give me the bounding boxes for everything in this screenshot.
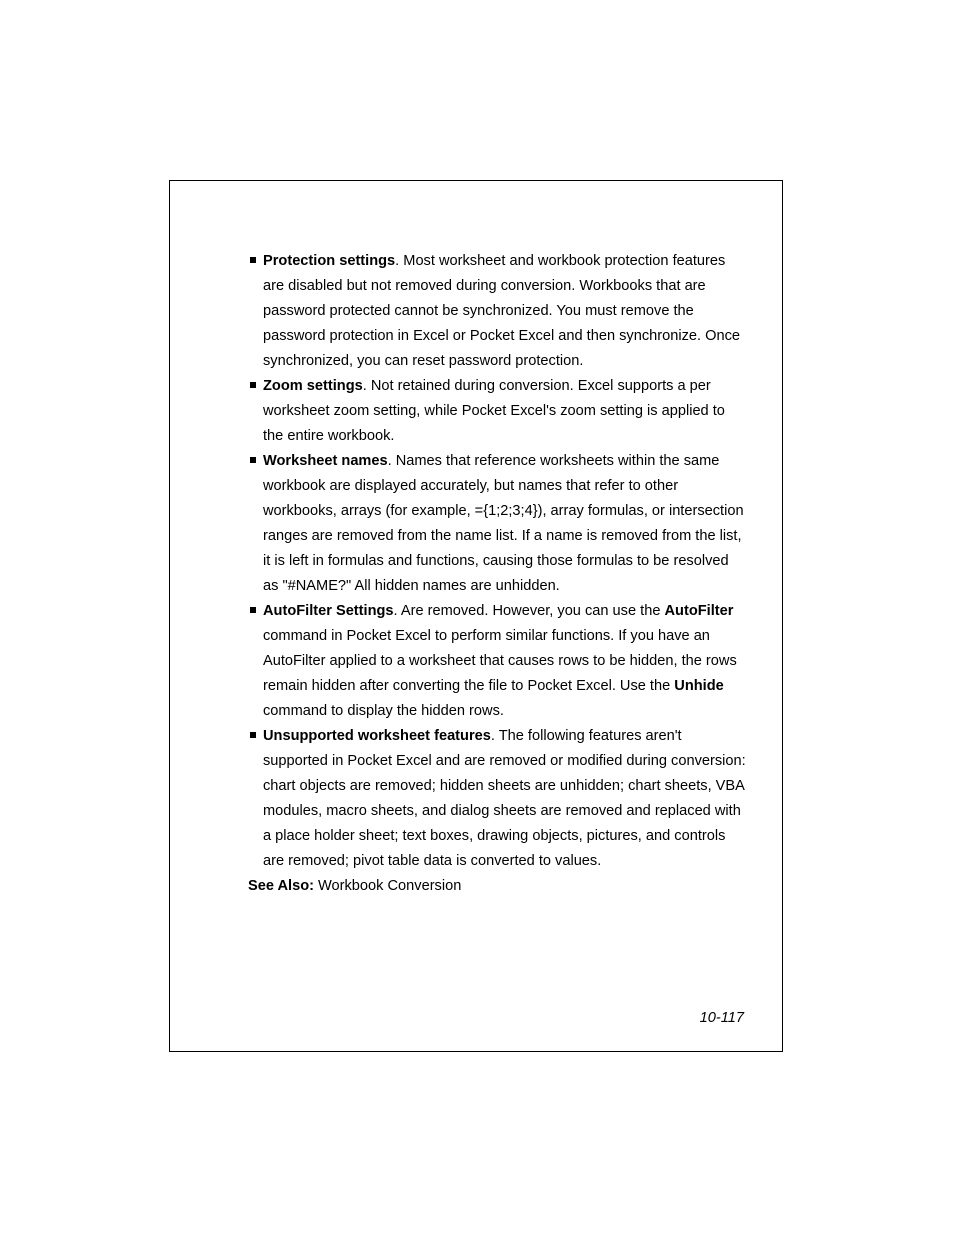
term-protection-settings: Protection settings: [263, 253, 396, 269]
description-zoom-settings: . Not retained during conversion. Excel supports a per worksheet zoom setting, while Pocket Excel's zoom setting is applied to the entire workbook.: [263, 378, 725, 444]
term-unsupported-features: Unsupported worksheet features: [263, 728, 491, 744]
list-item-unsupported-features: [248, 724, 748, 874]
command-autofilter: AutoFilter: [664, 603, 734, 619]
square-bullet-icon: [250, 607, 256, 613]
square-bullet-icon: [250, 382, 256, 388]
description-unsupported-features: . The following features aren't supported in Pocket Excel and are removed or modified during conversion: chart objects are removed; hidden sheets are unhidden; chart sheets, VBA modules, macro sheets, and dialog sheets are removed and replaced with a place holder sheet; text boxes, drawing objects, pictures, and controls are removed; pivot table data is converted to values.: [263, 728, 746, 869]
list-item-protection-settings: [248, 249, 748, 374]
term-worksheet-names: Worksheet names: [263, 453, 388, 469]
see-also-link: Workbook Conversion: [313, 878, 462, 894]
command-unhide: Unhide: [674, 678, 724, 694]
list-item-worksheet-names: [248, 449, 748, 599]
term-zoom-settings: Zoom settings: [263, 378, 363, 394]
list-item-autofilter-settings: [248, 599, 748, 724]
see-also: [248, 874, 748, 899]
description-worksheet-names: . Names that reference worksheets within the same workbook are displayed accurately, but names that refer to other workbooks, arrays (for example, ={1;2;3;4}), array formulas, or intersection ranges are removed from the name list. If a name is removed from the list, it is left in formulas and functions, causing those formulas to be resolved as "#NAME?" All hidden names are unhidden.: [263, 453, 744, 594]
square-bullet-icon: [250, 257, 256, 263]
page-number: 10-117: [699, 1010, 744, 1026]
description-protection-settings: . Most worksheet and workbook protection features are disabled but not removed during conversion. Workbooks that are password protected cannot be synchronized. You must remove the password protection in Excel or Pocket Excel and then synchronize. Once synchronized, you can reset password protection.: [263, 253, 740, 369]
term-autofilter-settings: AutoFilter Settings: [263, 603, 394, 619]
see-also-label: See Also:: [248, 878, 314, 894]
square-bullet-icon: [250, 732, 256, 738]
description-autofilter-part-1: . Are removed. However, you can use the: [393, 603, 665, 619]
description-autofilter-part-3: command to display the hidden rows.: [263, 703, 504, 719]
list-item-zoom-settings: [248, 374, 748, 449]
bullet-list: [248, 249, 748, 874]
page-content: [248, 249, 748, 899]
description-autofilter-part-2: command in Pocket Excel to perform similar functions. If you have an AutoFilter applied to a worksheet that causes rows to be hidden, the rows remain hidden after converting the file to Pocket Excel. Use the: [263, 628, 737, 694]
square-bullet-icon: [250, 457, 256, 463]
